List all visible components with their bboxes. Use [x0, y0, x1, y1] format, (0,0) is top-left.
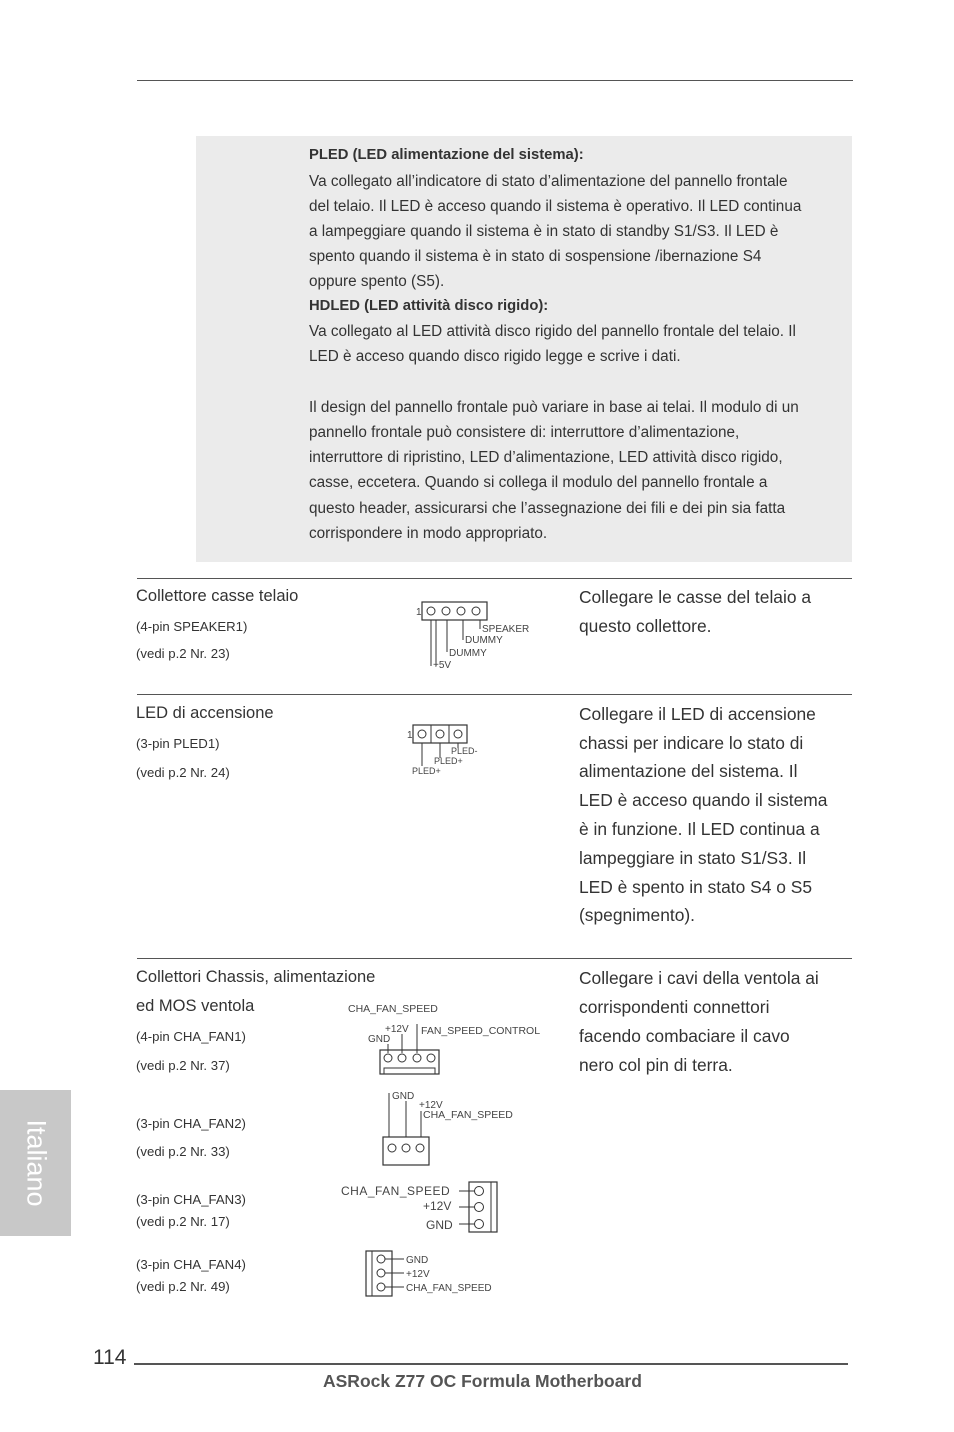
speaker-header-diagram [410, 596, 540, 672]
fans-desc-line: nero col pin di terra. [579, 1055, 733, 1075]
design-line: interruttore di ripristino, LED d’alimentazione, LED attività disco rigido, [309, 449, 783, 466]
fan4-ref: (vedi p.2 Nr. 49) [136, 1279, 230, 1294]
speaker-desc-line: questo collettore. [579, 616, 712, 636]
cha-fan2-diagram [375, 1085, 520, 1170]
power-led-header-diagram [400, 720, 490, 780]
pled-line: a lampeggiare quando il sistema è in stato di standby S1/S3. Il LED è [309, 223, 779, 240]
pled-line: spento quando il sistema è in stato di sospensione /ibernazione S4 [309, 248, 762, 265]
fan3-pin: (3-pin CHA_FAN3) [136, 1192, 246, 1207]
fan-speed-control-label: FAN_SPEED_CONTROL [421, 1025, 541, 1037]
pled-plus-label: PLED+ [434, 756, 463, 766]
footer-title: ASRock Z77 OC Formula Motherboard [323, 1371, 642, 1391]
power-led-desc-line: LED è spento in stato S4 o S5 [579, 877, 812, 897]
fan1-pin: (4-pin CHA_FAN1) [136, 1029, 246, 1044]
section-divider [137, 958, 852, 959]
pled-line: del telaio. Il LED è acceso quando il sistema è operativo. Il LED continua [309, 198, 802, 215]
power-led-title: LED di accensione [136, 704, 274, 722]
footer-rule [134, 1363, 848, 1365]
hdled-line: LED è acceso quando disco rigido legge e scrive i dati. [309, 348, 681, 365]
power-led-desc-line: lampeggiare in stato S1/S3. Il [579, 848, 807, 868]
speaker-ref: (vedi p.2 Nr. 23) [136, 646, 230, 661]
cha-fan3-diagram [335, 1178, 505, 1238]
design-line: Il design del pannello frontale può variare in base ai telai. Il modulo di un [309, 399, 799, 416]
cha-fan-speed-label: CHA_FAN_SPEED [406, 1283, 492, 1294]
pled-line: Va collegato all’indicatore di stato d’alimentazione del pannello frontale [309, 173, 788, 190]
fans-desc-line: facendo combaciare il cavo [579, 1026, 790, 1046]
power-led-desc-line: (spegnimento). [579, 905, 695, 925]
power-led-ref: (vedi p.2 Nr. 24) [136, 765, 230, 780]
design-line: questo header, assicurarsi che l’assegnazione dei fili e dei pin sia fatta [309, 500, 786, 517]
gnd-label: GND [426, 1218, 453, 1232]
fans-desc-line: corrispondenti connettori [579, 997, 770, 1017]
cha-fan4-diagram [360, 1248, 510, 1300]
fan2-pin: (3-pin CHA_FAN2) [136, 1116, 246, 1131]
power-led-desc-line: è in funzione. Il LED continua a [579, 819, 820, 839]
fans-desc-line: Collegare i cavi della ventola ai [579, 968, 819, 988]
cha-fan-speed-label: CHA_FAN_SPEED [348, 1003, 438, 1015]
gnd-label: GND [406, 1255, 429, 1266]
fan3-ref: (vedi p.2 Nr. 17) [136, 1214, 230, 1229]
pled-minus-label: PLED- [451, 746, 478, 756]
fans-title: Collettori Chassis, alimentazione [136, 968, 376, 986]
fan4-pin: (3-pin CHA_FAN4) [136, 1257, 246, 1272]
design-line: casse, eccetera. Quando si collega il modulo del pannello frontale a [309, 474, 768, 491]
power-led-desc-line: alimentazione del sistema. Il [579, 761, 798, 781]
plus5v-pin-label: +5V [433, 660, 452, 671]
pled-line: oppure spento (S5). [309, 273, 445, 290]
gnd-label: GND [368, 1034, 391, 1045]
fans-title: ed MOS ventola [136, 997, 255, 1015]
section-divider [137, 694, 852, 695]
speaker-pin-label: SPEAKER [482, 624, 530, 635]
plus12v-label: +12V [406, 1269, 430, 1280]
dummy-pin-label: DUMMY [449, 648, 487, 659]
pin1-label: 1 [416, 607, 422, 618]
hdled-title: HDLED (LED attività disco rigido): [309, 298, 549, 314]
hdled-line: Va collegato al LED attività disco rigido del pannello frontale del telaio. Il [309, 323, 796, 340]
language-tab-label: Italiano [21, 1119, 52, 1207]
fan2-ref: (vedi p.2 Nr. 33) [136, 1144, 230, 1159]
section-divider [137, 578, 852, 579]
speaker-desc-line: Collegare le casse del telaio a [579, 587, 812, 607]
top-rule [137, 80, 853, 81]
fan1-ref: (vedi p.2 Nr. 37) [136, 1058, 230, 1073]
cha-fan-speed-label: CHA_FAN_SPEED [423, 1109, 513, 1121]
power-led-desc-line: chassi per indicare lo stato di [579, 733, 804, 753]
cha-fan-speed-label: CHA_FAN_SPEED [341, 1184, 451, 1198]
design-line: pannello frontale può consistere di: interruttore d’alimentazione, [309, 424, 740, 441]
speaker-pin: (4-pin SPEAKER1) [136, 619, 248, 634]
gnd-label: GND [392, 1091, 415, 1102]
power-led-desc-line: Collegare il LED di accensione [579, 704, 816, 724]
speaker-title: Collettore casse telaio [136, 587, 299, 605]
pled-plus-label: PLED+ [412, 766, 441, 776]
design-line: corrispondere in modo appropriato. [309, 525, 548, 542]
pin1-label: 1 [407, 730, 413, 741]
power-led-pin: (3-pin PLED1) [136, 736, 220, 751]
pled-title: PLED (LED alimentazione del sistema): [309, 147, 584, 163]
plus12v-label: +12V [419, 1100, 443, 1111]
page-number: 114 [93, 1346, 127, 1369]
power-led-desc-line: LED è acceso quando il sistema [579, 790, 828, 810]
plus12v-label: +12V [423, 1199, 452, 1213]
plus12v-label: +12V [385, 1024, 409, 1035]
cha-fan1-diagram [340, 1000, 555, 1080]
dummy-pin-label: DUMMY [465, 635, 503, 646]
